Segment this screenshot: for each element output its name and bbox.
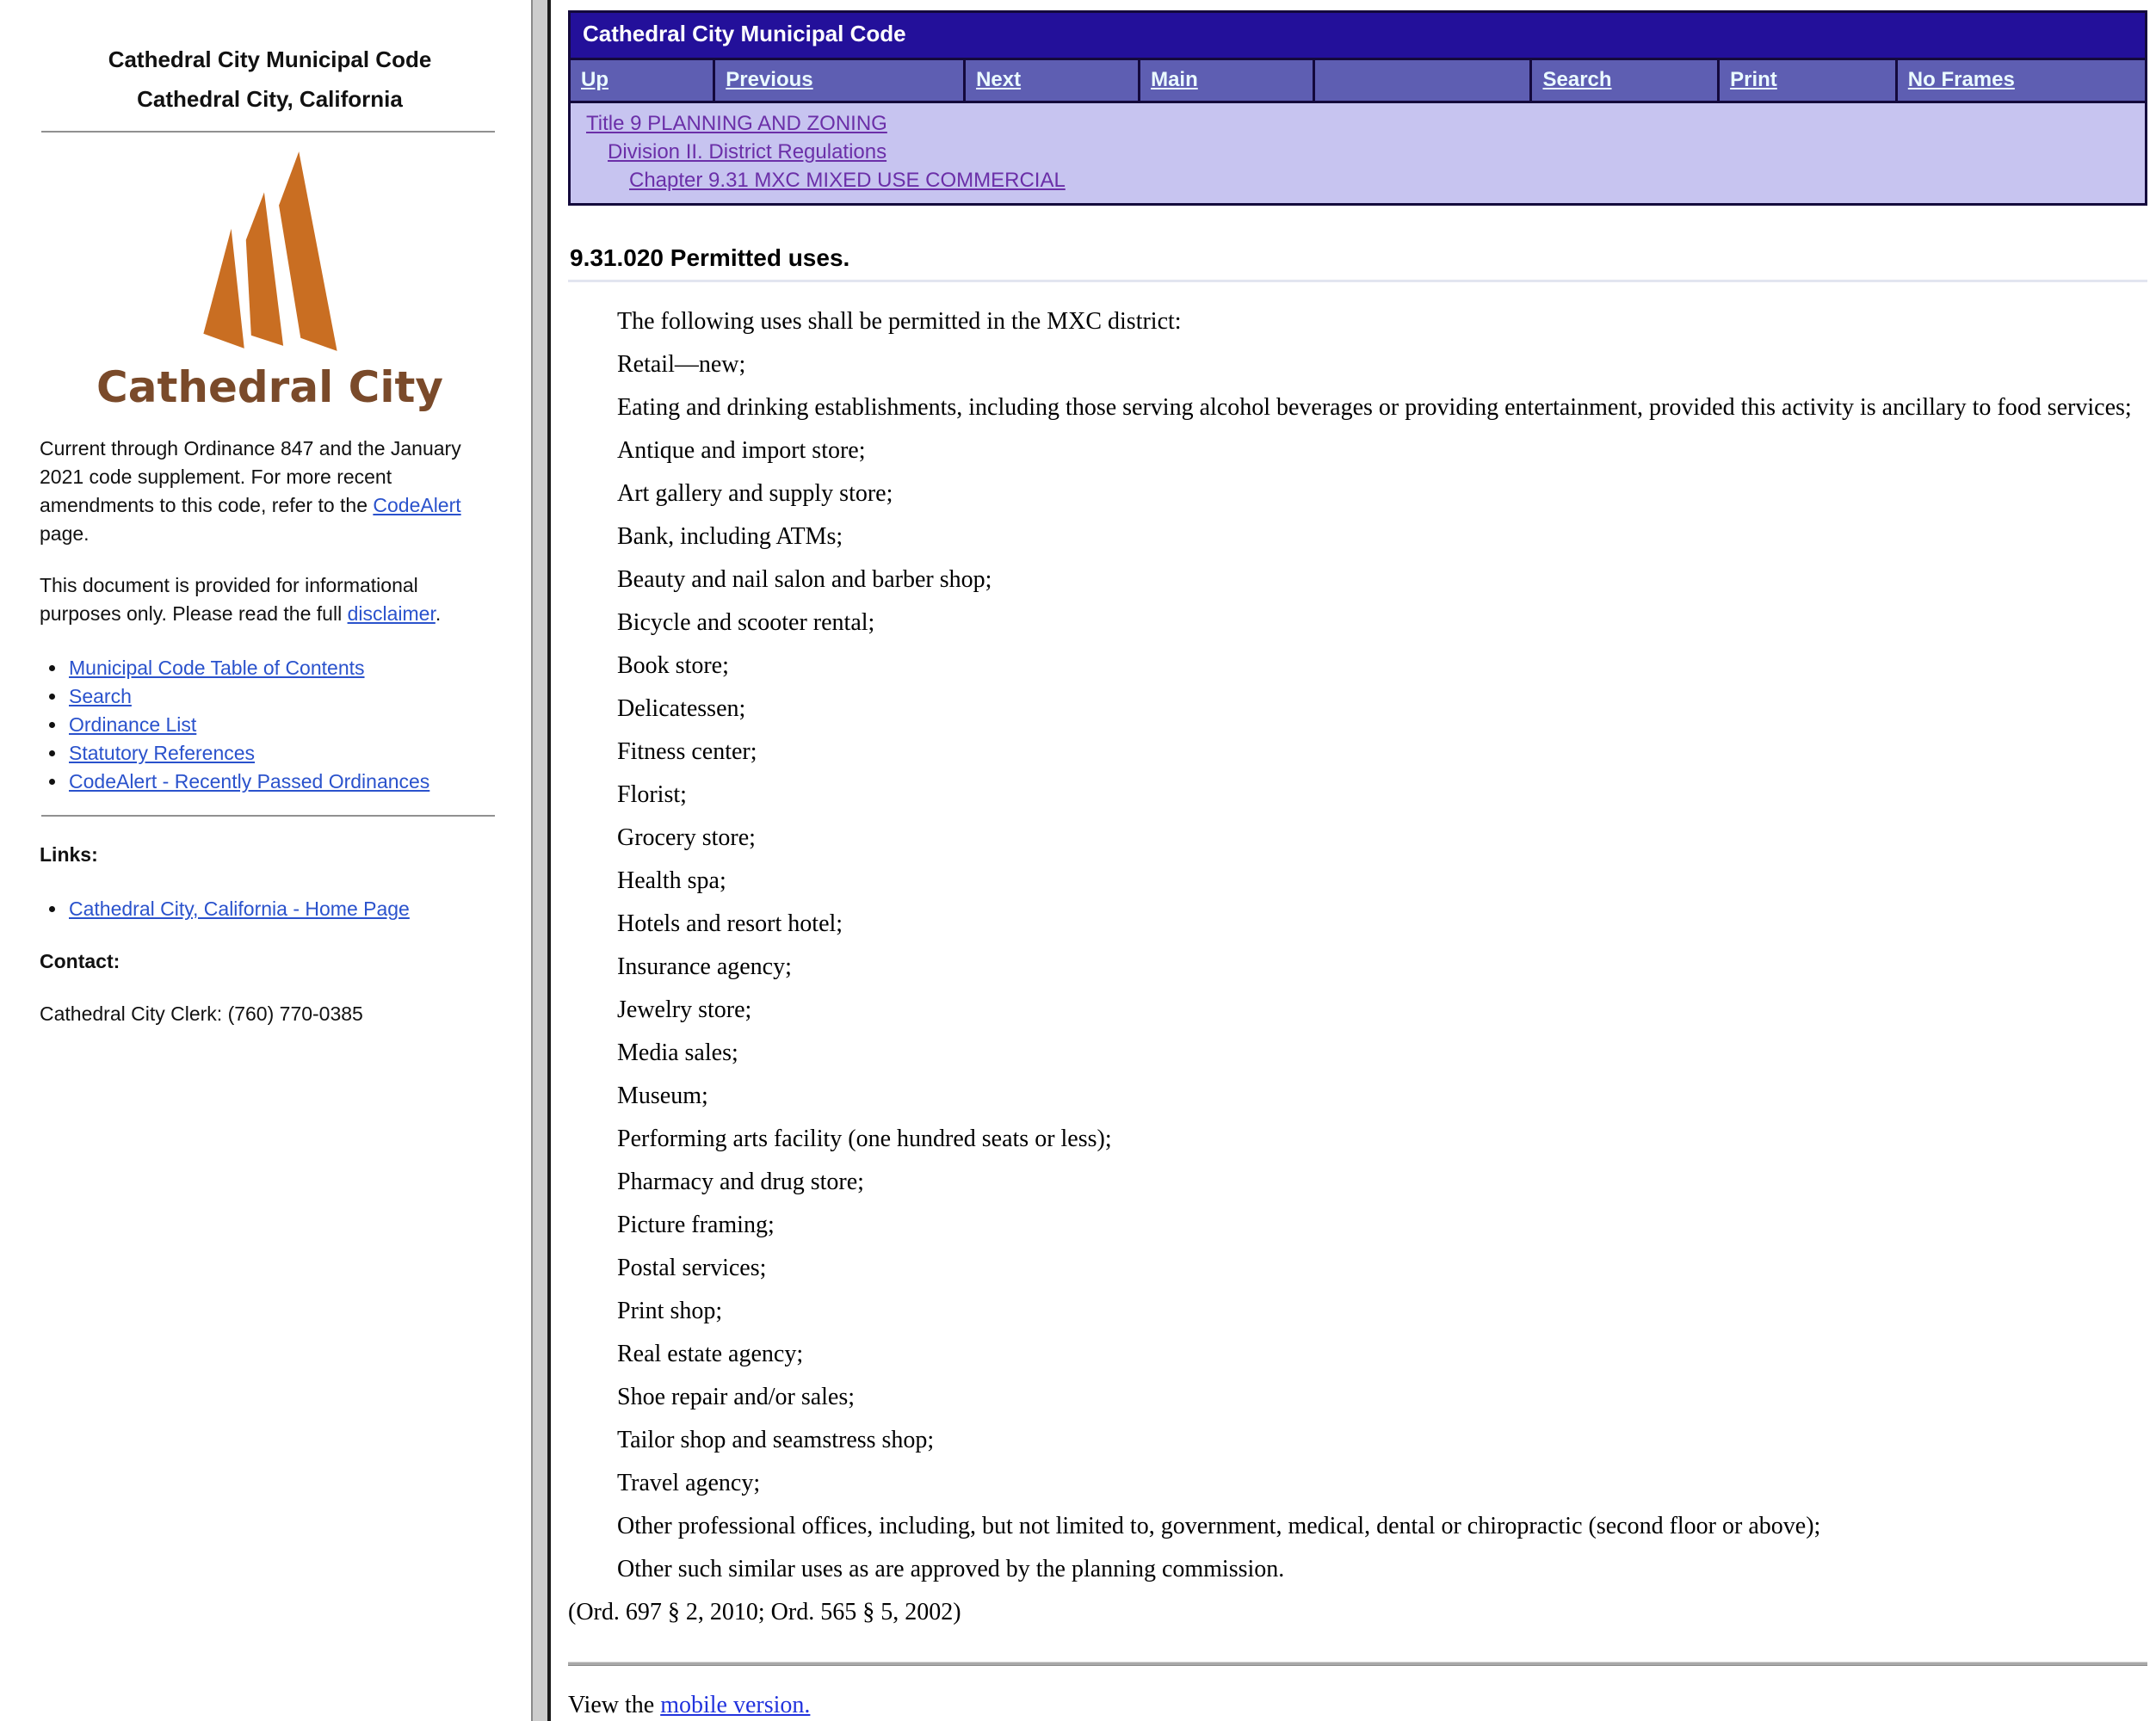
sidebar-nav-link[interactable]: Municipal Code Table of Contents (69, 657, 365, 679)
breadcrumb-link[interactable]: Title 9 PLANNING AND ZONING (586, 112, 887, 135)
city-logo-spires-icon (196, 145, 344, 360)
breadcrumb-link[interactable]: Division II. District Regulations (608, 140, 887, 163)
nav-link[interactable]: Previous (726, 68, 813, 91)
nav-cell (1898, 60, 2145, 101)
nav-link[interactable]: Main (1151, 68, 1198, 91)
use-item: Picture framing; (617, 1212, 775, 1238)
use-item: Health spa; (617, 867, 726, 894)
sidebar-title: Cathedral City Municipal Code (108, 46, 432, 72)
contact-heading: Contact: (40, 950, 120, 972)
nav-link[interactable]: No Frames (1907, 68, 2015, 91)
use-item: Tailor shop and seamstress shop; (617, 1427, 935, 1453)
sidebar-nav-item (67, 711, 500, 739)
use-item: Florist; (617, 781, 687, 808)
external-link-item (67, 895, 500, 923)
sidebar-nav-item (67, 768, 500, 796)
use-item: Travel agency; (617, 1470, 761, 1496)
sidebar-divider-2 (41, 815, 495, 817)
sidebar-nav-item (67, 682, 500, 711)
codealert-link[interactable]: CodeAlert (373, 494, 461, 516)
nav-cell (1720, 60, 1898, 101)
use-item: Bicycle and scooter rental; (617, 609, 875, 636)
frame-divider[interactable] (531, 0, 551, 1721)
home-page-link[interactable]: Cathedral City, California - Home Page (69, 898, 410, 920)
nav-cell (1140, 60, 1315, 101)
contact-phone: Cathedral City Clerk: (760) 770-0385 (40, 1002, 363, 1025)
breadcrumb-link[interactable]: Chapter 9.31 MXC MIXED USE COMMERCIAL (629, 169, 1066, 192)
use-item: Bank, including ATMs; (617, 523, 843, 550)
nav-cell (571, 60, 715, 101)
use-item: Fitness center; (617, 738, 757, 765)
breadcrumb-row (571, 138, 2145, 166)
use-item: Museum; (617, 1083, 708, 1109)
breadcrumbs (571, 103, 2145, 203)
use-item: Delicatessen; (617, 695, 746, 722)
sidebar-nav-link[interactable]: Ordinance List (69, 713, 197, 736)
disclaimer-link[interactable]: disclaimer (347, 602, 436, 625)
use-item: Shoe repair and/or sales; (617, 1384, 856, 1410)
use-item: Antique and import store; (617, 437, 866, 464)
use-item: Postal services; (617, 1255, 767, 1281)
use-item: Beauty and nail salon and barber shop; (617, 566, 992, 593)
sidebar-nav-item (67, 739, 500, 768)
nav-cell (715, 60, 966, 101)
sidebar-divider (41, 131, 495, 133)
city-logo (40, 145, 500, 411)
nav-link[interactable]: Up (581, 68, 608, 91)
use-item: Other such similar uses as are approved by the planning commission. (617, 1556, 1285, 1582)
currency-note-text: Current through Ordinance 847 and the January 2021 code supplement. For more recent amendments to this code, refer to the (40, 437, 461, 516)
sidebar-nav-link[interactable]: Search (69, 685, 132, 707)
disclaimer-note-suffix: . (435, 602, 442, 625)
sidebar-nav-item (67, 654, 500, 682)
sidebar-subtitle: Cathedral City, California (137, 86, 403, 112)
sidebar (0, 0, 531, 1721)
nav-cell (1532, 60, 1720, 101)
use-item: Insurance agency; (617, 953, 792, 980)
nav-link[interactable]: Print (1730, 68, 1777, 91)
mobile-version-text: View the (568, 1692, 661, 1718)
currency-note-suffix: page. (40, 522, 90, 545)
ordinance-citation: (Ord. 697 § 2, 2010; Ord. 565 § 5, 2002) (568, 1599, 961, 1625)
nav-link[interactable]: Search (1542, 68, 1612, 91)
sidebar-nav-link[interactable]: Statutory References (69, 742, 256, 764)
city-logo-wordmark: Cathedral City (96, 362, 443, 412)
nav-cell (966, 60, 1140, 101)
use-item: Media sales; (617, 1039, 738, 1066)
nav-cell (1315, 60, 1532, 101)
permitted-uses-list (568, 351, 2147, 1582)
mobile-version-link[interactable]: mobile version. (660, 1692, 811, 1718)
disclaimer-note-text: This document is provided for informational purposes only. Please read the full (40, 574, 418, 625)
use-item: Art gallery and supply store; (617, 480, 893, 507)
currency-note (40, 435, 500, 548)
use-item: Book store; (617, 652, 729, 679)
use-item: Pharmacy and drug store; (617, 1169, 864, 1195)
code-nav-bar (571, 58, 2145, 103)
use-item: Eating and drinking establishments, including those serving alcohol beverages or providing entertainment, provided this activity is ancillary to food services; (617, 394, 2132, 421)
breadcrumb-row (571, 109, 2145, 138)
breadcrumb-row (571, 166, 2145, 194)
use-item: Real estate agency; (617, 1341, 804, 1367)
use-item: Retail—new; (617, 351, 746, 378)
external-links-list (40, 895, 500, 923)
use-item: Grocery store; (617, 824, 756, 851)
mobile-version-line (568, 1692, 2147, 1718)
code-header-table (568, 10, 2147, 206)
sidebar-nav-list (40, 654, 500, 796)
sidebar-nav-link[interactable]: CodeAlert - Recently Passed Ordinances (69, 770, 430, 793)
nav-link[interactable]: Next (976, 68, 1022, 91)
section-heading: 9.31.020 Permitted uses. (568, 244, 2147, 282)
use-item: Other professional offices, including, but not limited to, government, medical, dental or chiropractic (second floor or above); (617, 1513, 1821, 1539)
footer-divider (568, 1662, 2147, 1666)
content-frame (551, 0, 2156, 1721)
code-title-bar: Cathedral City Municipal Code (571, 13, 2145, 58)
links-heading: Links: (40, 843, 98, 866)
intro-paragraph: The following uses shall be permitted in the MXC district: (617, 308, 1182, 335)
use-item: Print shop; (617, 1298, 723, 1324)
disclaimer-note (40, 571, 500, 628)
use-item: Hotels and resort hotel; (617, 910, 843, 937)
use-item: Jewelry store; (617, 996, 752, 1023)
use-item: Performing arts facility (one hundred seats or less); (617, 1126, 1112, 1152)
